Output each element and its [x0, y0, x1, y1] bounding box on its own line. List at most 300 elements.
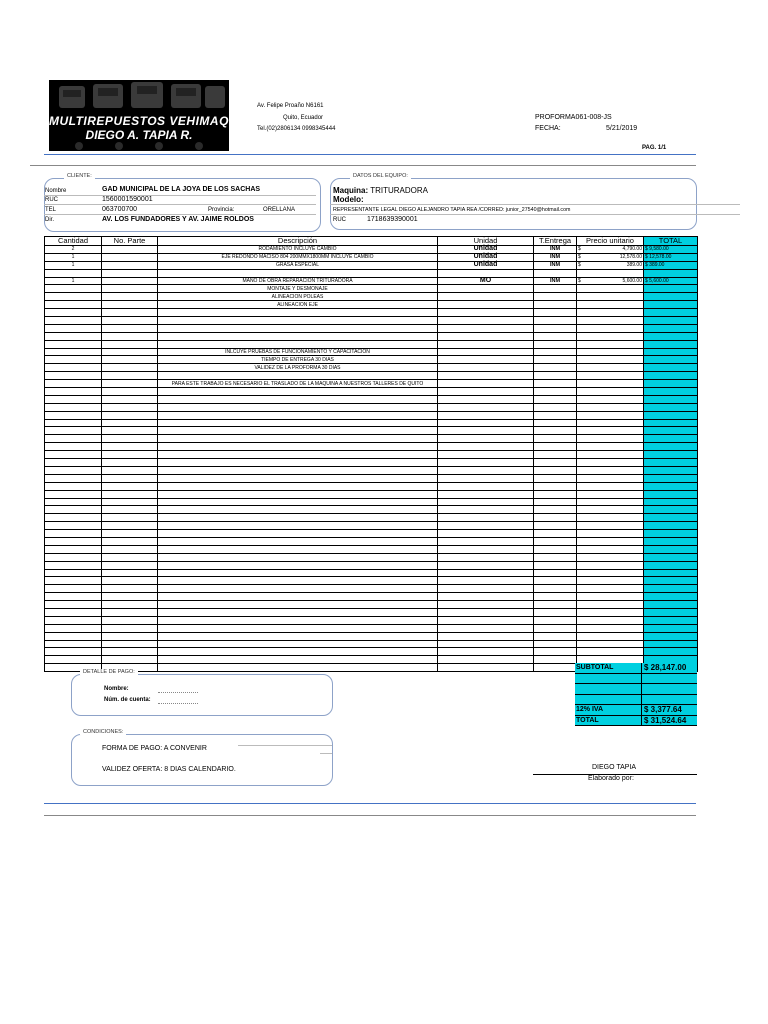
cell-total	[644, 482, 698, 490]
table-row	[45, 411, 698, 419]
cell-description	[158, 443, 438, 451]
cell-part-number	[102, 356, 158, 364]
cell-part-number	[102, 301, 158, 309]
cell-total	[644, 498, 698, 506]
cell-unit-price	[577, 553, 644, 561]
cell-description	[158, 435, 438, 443]
cell-quantity	[45, 435, 102, 443]
table-row	[45, 269, 698, 277]
cell-quantity	[45, 474, 102, 482]
cell-unit	[438, 498, 534, 506]
cell-unit	[438, 553, 534, 561]
client-dir-label: Dir.	[45, 217, 54, 223]
cell-unit-price	[577, 364, 644, 372]
cell-quantity	[45, 601, 102, 609]
cell-total	[644, 427, 698, 435]
cell-unit-price	[577, 616, 644, 624]
cell-quantity	[45, 451, 102, 459]
cell-delivery	[534, 482, 577, 490]
client-ruc-label: RUC	[45, 197, 58, 203]
table-row	[45, 309, 698, 317]
cell-total	[644, 403, 698, 411]
cell-delivery	[534, 340, 577, 348]
cell-unit	[438, 608, 534, 616]
table-row	[45, 277, 698, 285]
cell-description	[158, 459, 438, 467]
cell-quantity: 1	[45, 253, 102, 261]
cell-quantity	[45, 372, 102, 380]
table-row	[45, 317, 698, 325]
table-row	[45, 261, 698, 269]
client-name: GAD MUNICIPAL DE LA JOYA DE LOS SACHAS	[102, 186, 261, 193]
cell-delivery	[534, 348, 577, 356]
cell-total	[644, 332, 698, 340]
cell-unit-price	[577, 443, 644, 451]
cell-part-number	[102, 616, 158, 624]
cell-part-number	[102, 451, 158, 459]
cell-part-number	[102, 624, 158, 632]
cell-description	[158, 616, 438, 624]
cell-delivery: INM	[534, 246, 577, 254]
cell-unit-price	[577, 324, 644, 332]
client-tel: 063700700	[102, 206, 138, 213]
total-row	[575, 716, 697, 727]
table-row	[45, 506, 698, 514]
cell-unit-price	[577, 285, 644, 293]
summary-block	[575, 663, 697, 726]
cell-delivery	[534, 537, 577, 545]
cell-quantity	[45, 648, 102, 656]
cell-unit	[438, 616, 534, 624]
cell-delivery	[534, 624, 577, 632]
cell-description: GRASA ESPECIAL	[158, 261, 438, 269]
footer-divider	[44, 803, 696, 804]
header-description: Descripción	[158, 237, 438, 246]
cell-total	[644, 632, 698, 640]
cell-part-number	[102, 261, 158, 269]
cell-unit	[438, 514, 534, 522]
cell-quantity	[45, 348, 102, 356]
cell-total	[644, 506, 698, 514]
cell-delivery	[534, 427, 577, 435]
offer-validity: VALIDEZ OFERTA: 8 DIAS CALENDARIO.	[102, 766, 236, 773]
cell-description	[158, 530, 438, 538]
cell-delivery	[534, 419, 577, 427]
cell-quantity	[45, 380, 102, 388]
table-row	[45, 482, 698, 490]
cell-description	[158, 593, 438, 601]
cell-delivery	[534, 356, 577, 364]
total-label: TOTAL	[575, 716, 641, 726]
table-row	[45, 348, 698, 356]
equipment-line-2	[330, 214, 740, 215]
price-amount: 5,600.00	[622, 278, 642, 284]
cell-part-number	[102, 474, 158, 482]
cell-total	[644, 293, 698, 301]
cell-unit-price	[577, 474, 644, 482]
table-row	[45, 530, 698, 538]
cell-part-number	[102, 348, 158, 356]
cell-total	[644, 380, 698, 388]
equipment-line-1	[330, 204, 740, 205]
cell-unit-price	[577, 317, 644, 325]
cell-delivery	[534, 459, 577, 467]
cell-delivery: INM	[534, 253, 577, 261]
cell-delivery	[534, 616, 577, 624]
cell-unit-price	[577, 601, 644, 609]
table-row	[45, 388, 698, 396]
cell-description	[158, 474, 438, 482]
cell-part-number	[102, 608, 158, 616]
cell-delivery	[534, 372, 577, 380]
cell-part-number	[102, 632, 158, 640]
cell-unit-price	[577, 640, 644, 648]
cell-total	[644, 561, 698, 569]
cell-total	[644, 285, 698, 293]
cell-quantity	[45, 545, 102, 553]
cell-quantity	[45, 514, 102, 522]
proforma-number-value: 061-008-JS	[575, 114, 612, 121]
cell-unit	[438, 317, 534, 325]
cell-total	[644, 419, 698, 427]
cell-unit-price	[577, 569, 644, 577]
cell-part-number	[102, 395, 158, 403]
cell-delivery	[534, 395, 577, 403]
cell-unit	[438, 324, 534, 332]
cell-part-number	[102, 648, 158, 656]
cell-quantity	[45, 569, 102, 577]
cell-description	[158, 640, 438, 648]
cell-part-number	[102, 443, 158, 451]
machine-field	[333, 186, 428, 195]
table-header-row	[45, 237, 698, 246]
cell-delivery	[534, 648, 577, 656]
cell-part-number	[102, 640, 158, 648]
cell-unit-price	[577, 506, 644, 514]
cell-delivery	[534, 301, 577, 309]
cell-delivery	[534, 656, 577, 664]
table-row	[45, 498, 698, 506]
cell-description	[158, 451, 438, 459]
cell-part-number	[102, 388, 158, 396]
cell-quantity	[45, 293, 102, 301]
cell-quantity	[45, 498, 102, 506]
cell-description: MANO DE OBRA REPARACIÓN TRITURADORA	[158, 277, 438, 285]
page-number: PAG. 1/1	[642, 145, 667, 151]
cell-description	[158, 372, 438, 380]
cell-part-number	[102, 403, 158, 411]
cell-part-number	[102, 435, 158, 443]
client-line-1	[44, 195, 316, 196]
proforma-number	[535, 114, 612, 121]
cell-total	[644, 585, 698, 593]
cell-total	[644, 301, 698, 309]
cell-quantity	[45, 624, 102, 632]
cell-description	[158, 561, 438, 569]
cell-total	[644, 601, 698, 609]
date-value: 5/21/2019	[606, 125, 638, 132]
cell-part-number	[102, 545, 158, 553]
cell-total	[644, 269, 698, 277]
cell-part-number	[102, 561, 158, 569]
cell-part-number	[102, 569, 158, 577]
cell-part-number	[102, 537, 158, 545]
cell-total	[644, 309, 698, 317]
cell-delivery	[534, 632, 577, 640]
cell-total: $ 9,580.00	[644, 246, 698, 254]
cell-unit	[438, 443, 534, 451]
cell-delivery	[534, 640, 577, 648]
cell-quantity	[45, 632, 102, 640]
client-name-label: Nombre	[45, 188, 67, 194]
header-quantity: Cantidad	[45, 237, 102, 246]
cell-part-number	[102, 466, 158, 474]
cell-unit	[438, 569, 534, 577]
header-unit: Unidad	[438, 237, 534, 246]
cell-part-number	[102, 340, 158, 348]
cell-unit	[438, 537, 534, 545]
cell-unit: MO	[438, 277, 534, 285]
cell-part-number	[102, 459, 158, 467]
table-row	[45, 253, 698, 261]
cell-delivery	[534, 285, 577, 293]
table-row	[45, 403, 698, 411]
cell-part-number	[102, 593, 158, 601]
cell-total	[644, 545, 698, 553]
cell-unit-price	[577, 427, 644, 435]
cell-delivery	[534, 498, 577, 506]
cell-unit	[438, 545, 534, 553]
cell-delivery	[534, 293, 577, 301]
cell-description	[158, 388, 438, 396]
cell-quantity	[45, 427, 102, 435]
iva-value: $ 3,377.64	[641, 705, 697, 715]
table-row	[45, 435, 698, 443]
iva-row	[575, 705, 697, 716]
cell-description	[158, 522, 438, 530]
payment-account-line	[158, 703, 198, 704]
conditions-legend: CONDICIONES:	[80, 729, 126, 735]
table-row	[45, 372, 698, 380]
cell-description: RODAMIENTO INCLUYE CAMBIO	[158, 246, 438, 254]
summary-blank-row	[575, 695, 697, 706]
cell-description: EJE REDONDO MACISO 804 200MMX1800MM INCLUYE CAMBIO	[158, 253, 438, 261]
cell-delivery	[534, 332, 577, 340]
cell-unit	[438, 490, 534, 498]
cell-unit-price	[577, 498, 644, 506]
cell-unit	[438, 411, 534, 419]
table-row	[45, 466, 698, 474]
cell-part-number	[102, 285, 158, 293]
cell-description	[158, 569, 438, 577]
cell-total	[644, 593, 698, 601]
cell-description	[158, 577, 438, 585]
cell-description	[158, 632, 438, 640]
cell-unit	[438, 482, 534, 490]
cell-unit-price	[577, 577, 644, 585]
cell-quantity	[45, 309, 102, 317]
cell-part-number	[102, 372, 158, 380]
cell-description	[158, 585, 438, 593]
cell-total	[644, 372, 698, 380]
cell-description	[158, 490, 438, 498]
total-value: $ 31,524.64	[641, 716, 697, 726]
cell-part-number	[102, 522, 158, 530]
currency-symbol: $	[578, 262, 581, 269]
cell-delivery	[534, 388, 577, 396]
cell-unit	[438, 640, 534, 648]
cell-unit-price	[577, 561, 644, 569]
cell-description	[158, 648, 438, 656]
cell-quantity	[45, 530, 102, 538]
header-divider	[44, 154, 696, 155]
cell-quantity	[45, 356, 102, 364]
table-row	[45, 545, 698, 553]
cell-unit-price	[577, 309, 644, 317]
cell-delivery	[534, 411, 577, 419]
cell-total	[644, 435, 698, 443]
client-province: ORELLANA	[263, 207, 296, 213]
cell-quantity	[45, 269, 102, 277]
table-row	[45, 553, 698, 561]
table-row	[45, 301, 698, 309]
cell-total	[644, 569, 698, 577]
cell-description	[158, 506, 438, 514]
cell-unit-price	[577, 632, 644, 640]
cell-unit-price	[577, 459, 644, 467]
cell-unit	[438, 522, 534, 530]
cell-unit	[438, 577, 534, 585]
logo-line-1: MULTIREPUESTOS VEHIMAQ DT	[49, 114, 250, 128]
cell-quantity	[45, 317, 102, 325]
table-row	[45, 569, 698, 577]
cell-quantity	[45, 403, 102, 411]
table-row	[45, 561, 698, 569]
cell-quantity	[45, 411, 102, 419]
cell-unit-price	[577, 380, 644, 388]
cell-quantity	[45, 443, 102, 451]
cell-unit-price	[577, 246, 644, 254]
cell-unit-price	[577, 514, 644, 522]
cell-unit-price	[577, 522, 644, 530]
cell-unit-price	[577, 301, 644, 309]
cell-description	[158, 324, 438, 332]
cell-description: PARA ESTE TRABAJO ES NECESARIO EL TRASLADO DE LA MAQUINA A NUESTROS TALLERES DE QUITO	[158, 380, 438, 388]
cell-delivery	[534, 443, 577, 451]
cell-total	[644, 624, 698, 632]
payment-box	[71, 674, 333, 716]
cell-part-number	[102, 482, 158, 490]
cell-total	[644, 490, 698, 498]
cell-unit: Unidad	[438, 261, 534, 269]
header-part-number: No. Parte	[102, 237, 158, 246]
cell-part-number	[102, 585, 158, 593]
cell-total	[644, 324, 698, 332]
cell-unit	[438, 459, 534, 467]
summary-blank-row	[575, 674, 697, 685]
cell-total	[644, 411, 698, 419]
cell-description	[158, 332, 438, 340]
cell-part-number	[102, 553, 158, 561]
cell-unit	[438, 656, 534, 664]
cell-part-number	[102, 411, 158, 419]
cell-description	[158, 498, 438, 506]
cell-delivery: INM	[534, 277, 577, 285]
payment-name-line	[158, 692, 198, 693]
cell-part-number	[102, 490, 158, 498]
currency-symbol: $	[578, 254, 581, 261]
cell-quantity	[45, 561, 102, 569]
cell-delivery	[534, 403, 577, 411]
cell-quantity	[45, 506, 102, 514]
cell-unit-price	[577, 648, 644, 656]
cell-delivery	[534, 317, 577, 325]
cell-total	[644, 530, 698, 538]
cell-unit	[438, 285, 534, 293]
cell-delivery	[534, 506, 577, 514]
cell-unit	[438, 356, 534, 364]
cell-description: ALINEACION EJE	[158, 301, 438, 309]
cell-part-number	[102, 317, 158, 325]
summary-blank-row	[575, 684, 697, 695]
header-unit-price: Precio unitario	[577, 237, 644, 246]
cell-delivery	[534, 309, 577, 317]
cell-total: $ 5,600.00	[644, 277, 698, 285]
cell-unit-price	[577, 466, 644, 474]
cell-unit	[438, 530, 534, 538]
proforma-label: PROFORMA	[535, 114, 576, 121]
cell-description	[158, 419, 438, 427]
cell-unit-price	[577, 261, 644, 269]
cell-quantity	[45, 585, 102, 593]
cell-description	[158, 403, 438, 411]
cell-unit	[438, 474, 534, 482]
cell-unit-price	[577, 435, 644, 443]
cell-delivery	[534, 561, 577, 569]
client-line-2	[44, 204, 316, 205]
cell-unit	[438, 340, 534, 348]
cell-unit-price	[577, 411, 644, 419]
cell-total: $ 12,578.00	[644, 253, 698, 261]
cell-part-number	[102, 253, 158, 261]
cell-delivery	[534, 490, 577, 498]
table-row	[45, 356, 698, 364]
cell-total	[644, 348, 698, 356]
cell-quantity	[45, 301, 102, 309]
cell-description	[158, 656, 438, 664]
table-row	[45, 427, 698, 435]
payment-form: FORMA DE PAGO: A CONVENIR	[102, 745, 207, 752]
cell-delivery	[534, 664, 577, 672]
cell-unit-price	[577, 585, 644, 593]
signature-role: Elaborado por:	[588, 775, 634, 782]
price-amount: 12,578.00	[619, 254, 642, 261]
cell-part-number	[102, 601, 158, 609]
equipment-ruc-label: RUC	[333, 217, 346, 223]
table-row	[45, 443, 698, 451]
cell-unit	[438, 380, 534, 388]
model-label: Modelo:	[333, 195, 364, 204]
cell-description	[158, 309, 438, 317]
cell-unit	[438, 593, 534, 601]
cell-unit-price	[577, 332, 644, 340]
cell-quantity	[45, 285, 102, 293]
cell-unit	[438, 632, 534, 640]
cell-part-number	[102, 427, 158, 435]
cell-unit-price	[577, 293, 644, 301]
cell-description	[158, 269, 438, 277]
table-row	[45, 419, 698, 427]
